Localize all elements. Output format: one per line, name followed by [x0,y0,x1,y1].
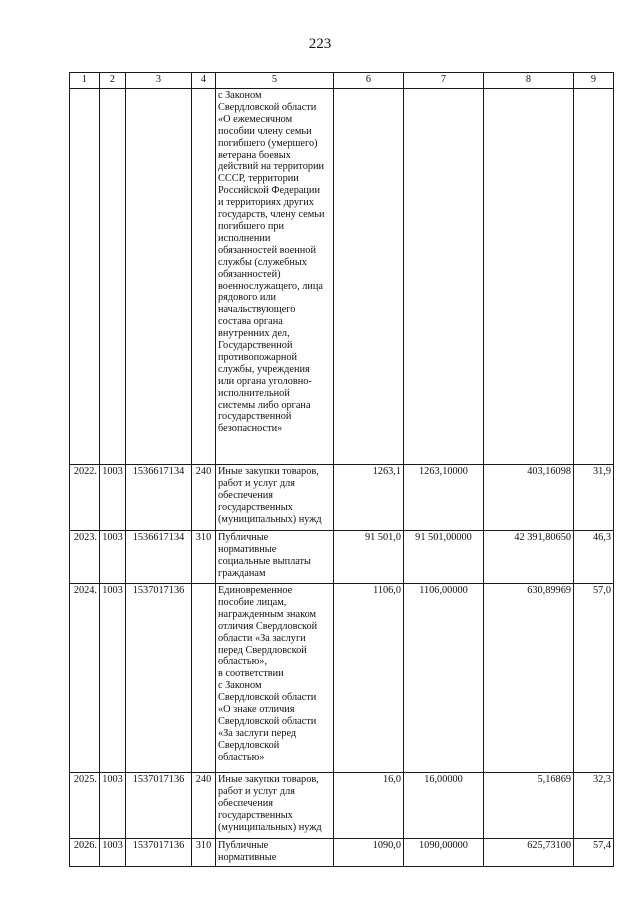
plan-precise-cell: 16,00000 [404,773,484,839]
header-cell: 5 [216,73,334,89]
item-name-cell: с Законом Свердловской области «О ежемесячном пособии члену семьи погибшего (умершего) ветерана боевых действий на территории СССР, территории Российской Федерации и территориях других государств, члену семьи погибшего при исполнении обязанностей военной службы (служебных обязанностей) военнослужащего, лица рядового или начальствующего состава органа внутренних дел, Государственной противопожарной службы, учреждения или органа уголовно- исполнительной системы либо органа государственной безопасности» [216,89,334,465]
target-code-cell [126,89,192,465]
section-code-cell [100,89,126,465]
percent-cell: 57,0 [574,584,614,773]
section-code-cell: 1003 [100,465,126,531]
target-code-cell: 1537017136 [126,773,192,839]
item-name-cell: Публичные нормативные социальные выплаты гражданам [216,531,334,584]
percent-cell: 57,4 [574,839,614,867]
plan-precise-cell: 1106,00000 [404,584,484,773]
plan-amount-cell [334,89,404,465]
row-number-cell [70,89,100,465]
header-cell: 2 [100,73,126,89]
plan-precise-cell: 91 501,00000 [404,531,484,584]
table-body [70,89,614,867]
item-name-cell: Единовременное пособие лицам, награжденным знаком отличия Свердловской области «За заслуги перед Свердловской областью», в соответствии с Законом Свердловской области «О знаке отличия Свердловской области «За заслуги перед Свердловской областью» [216,584,334,773]
table-row [70,773,614,839]
section-code-cell: 1003 [100,773,126,839]
budget-table [69,72,614,867]
table-row [70,89,614,465]
plan-amount-cell: 1106,0 [334,584,404,773]
target-code-cell: 1536617134 [126,531,192,584]
expense-type-cell: 240 [192,465,216,531]
header-cell: 6 [334,73,404,89]
percent-cell: 31,9 [574,465,614,531]
table-row [70,584,614,773]
plan-amount-cell: 1263,1 [334,465,404,531]
percent-cell [574,89,614,465]
actual-amount-cell: 5,16869 [484,773,574,839]
expense-type-cell [192,89,216,465]
plan-amount-cell: 91 501,0 [334,531,404,584]
expense-type-cell [192,584,216,773]
target-code-cell: 1537017136 [126,584,192,773]
plan-precise-cell: 1263,10000 [404,465,484,531]
actual-amount-cell: 630,89969 [484,584,574,773]
row-number-cell: 2022. [70,465,100,531]
page-number: 223 [308,36,332,52]
header-cell: 1 [70,73,100,89]
table-row [70,531,614,584]
expense-type-cell: 310 [192,839,216,867]
row-number-cell: 2023. [70,531,100,584]
item-name-cell: Иные закупки товаров, работ и услуг для обеспечения государственных (муниципальных) нужд [216,773,334,839]
section-code-cell: 1003 [100,839,126,867]
plan-amount-cell: 16,0 [334,773,404,839]
expense-type-cell: 310 [192,531,216,584]
row-number-cell: 2026. [70,839,100,867]
table-row [70,465,614,531]
percent-cell: 46,3 [574,531,614,584]
percent-cell: 32,3 [574,773,614,839]
table-header [70,73,614,89]
row-number-cell: 2024. [70,584,100,773]
actual-amount-cell: 403,16098 [484,465,574,531]
actual-amount-cell: 42 391,80650 [484,531,574,584]
section-code-cell: 1003 [100,584,126,773]
header-cell: 7 [404,73,484,89]
plan-amount-cell: 1090,0 [334,839,404,867]
plan-precise-cell [404,89,484,465]
item-name-cell: Публичные нормативные [216,839,334,867]
header-cell: 9 [574,73,614,89]
plan-precise-cell: 1090,00000 [404,839,484,867]
target-code-cell: 1537017136 [126,839,192,867]
actual-amount-cell: 625,73100 [484,839,574,867]
actual-amount-cell [484,89,574,465]
expense-type-cell: 240 [192,773,216,839]
row-number-cell: 2025. [70,773,100,839]
header-row [70,73,614,89]
section-code-cell: 1003 [100,531,126,584]
target-code-cell: 1536617134 [126,465,192,531]
header-cell: 3 [126,73,192,89]
header-cell: 8 [484,73,574,89]
item-name-cell: Иные закупки товаров, работ и услуг для обеспечения государственных (муниципальных) нужд [216,465,334,531]
header-cell: 4 [192,73,216,89]
table-row [70,839,614,867]
